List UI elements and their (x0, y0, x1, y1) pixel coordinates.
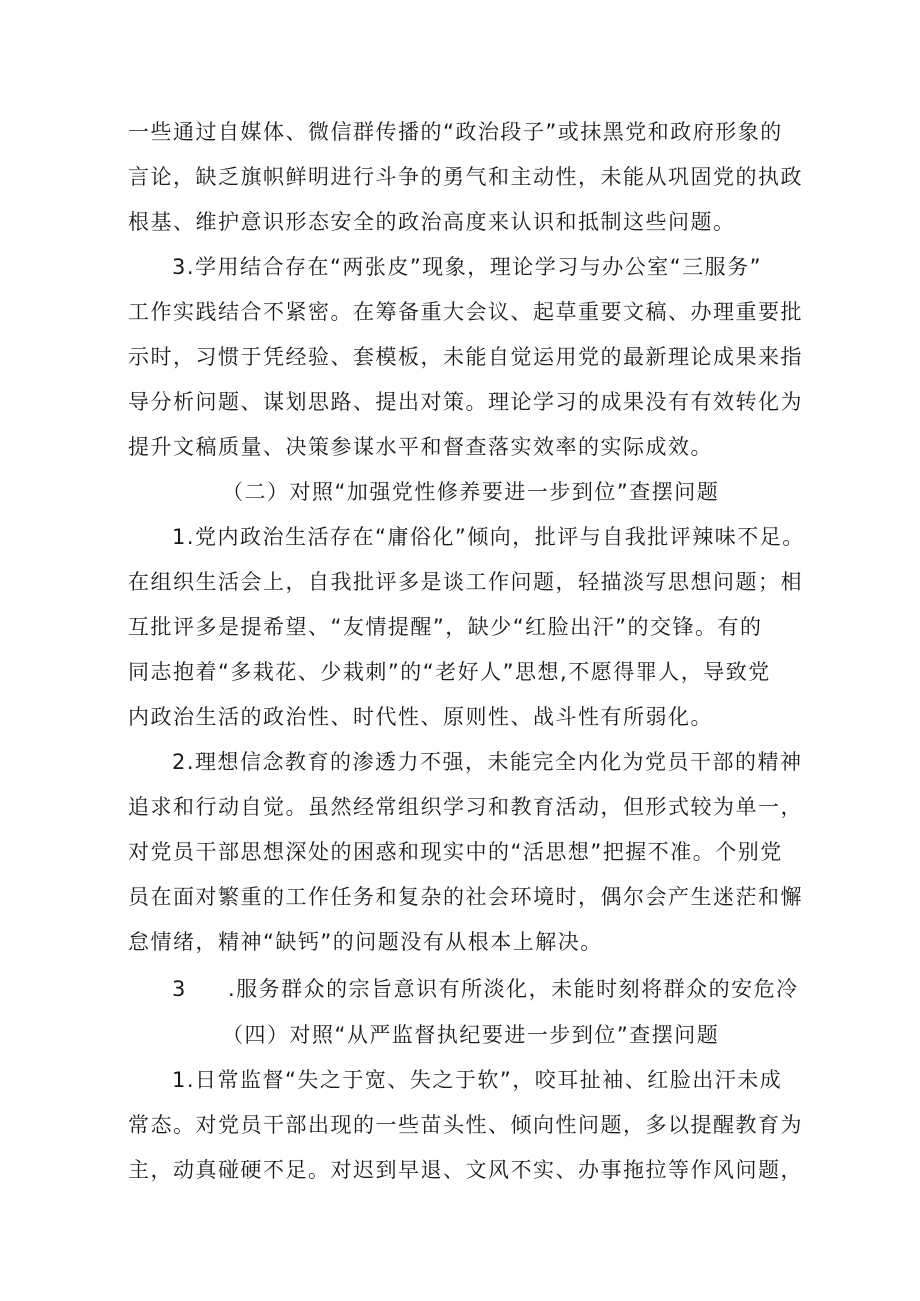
paragraph-line: 1.党内政治生活存在“庸俗化”倾向，批评与自我批评辣味不足。 (172, 525, 805, 549)
paragraph-line: 内政治生活的政治性、时代性、原则性、战斗性有所弱化。 (128, 705, 713, 729)
paragraph-line: 同志抱着“多栽花、少栽刺”的“老好人”思想,不愿得罪人，导致党 (128, 660, 771, 684)
paragraph-line: 互批评多是提希望、“友情提醒”，缺少“红脸出汗”的交锋。有的 (128, 615, 763, 639)
paragraph-line: 提升文稿质量、决策参谋水平和督查落实效率的实际成效。 (128, 435, 713, 459)
paragraph-line: 追求和行动自觉。虽然经常组织学习和教育活动，但形式较为单一， (128, 795, 803, 819)
paragraph-line: 主，动真碰硬不足。对迟到早退、文风不实、办事拖拉等作风问题， (128, 1158, 803, 1182)
paragraph-line: 员在面对繁重的工作任务和复杂的社会环境时，偶尔会产生迷茫和懈 (128, 885, 803, 909)
section-heading: （二）对照“加强党性修养要进一步到位”查摆问题 (222, 480, 720, 504)
paragraph-line: 示时，习惯于凭经验、套模板，未能自觉运用党的最新理论成果来指 (128, 345, 803, 369)
paragraph-line: 在组织生活会上，自我批评多是谈工作问题，轻描淡写思想问题；相 (128, 570, 803, 594)
paragraph-line: 导分析问题、谋划思路、提出对策。理论学习的成果没有有效转化为 (128, 390, 803, 414)
paragraph-line: 根基、维护意识形态安全的政治高度来认识和抵制这些问题。 (128, 210, 736, 234)
paragraph-line: 工作实践结合不紧密。在筹备重大会议、起草重要文稿、办理重要批 (128, 300, 803, 324)
paragraph-line: 3.学用结合存在“两张皮”现象，理论学习与办公室“三服务” (172, 255, 763, 279)
item-number: 3 (172, 977, 186, 1001)
paragraph-line: 常态。对党员干部出现的一些苗头性、倾向性问题，多以提醒教育为 (128, 1113, 803, 1137)
paragraph-line: 言论，缺乏旗帜鲜明进行斗争的勇气和主动性，未能从巩固党的执政 (128, 165, 803, 189)
paragraph-line: 1.日常监督“失之于宽、失之于软”，咬耳扯袖、红脸出汗未成 (172, 1068, 783, 1092)
paragraph-line: 2.理想信念教育的渗透力不强，未能完全内化为党员干部的精神 (172, 750, 803, 774)
section-heading: （四）对照“从严监督执纪要进一步到位”查摆问题 (222, 1023, 720, 1047)
paragraph-line: 一些通过自媒体、微信群传播的“政治段子”或抹黑党和政府形象的 (128, 120, 783, 144)
paragraph-line: .服务群众的宗旨意识有所淡化，未能时刻将群众的安危冷 (228, 977, 799, 1001)
paragraph-line: 对党员干部思想深处的困惑和现实中的“活思想”把握不准。个别党 (128, 840, 783, 864)
paragraph-line: 怠情绪，精神“缺钙”的问题没有从根本上解决。 (128, 930, 603, 954)
